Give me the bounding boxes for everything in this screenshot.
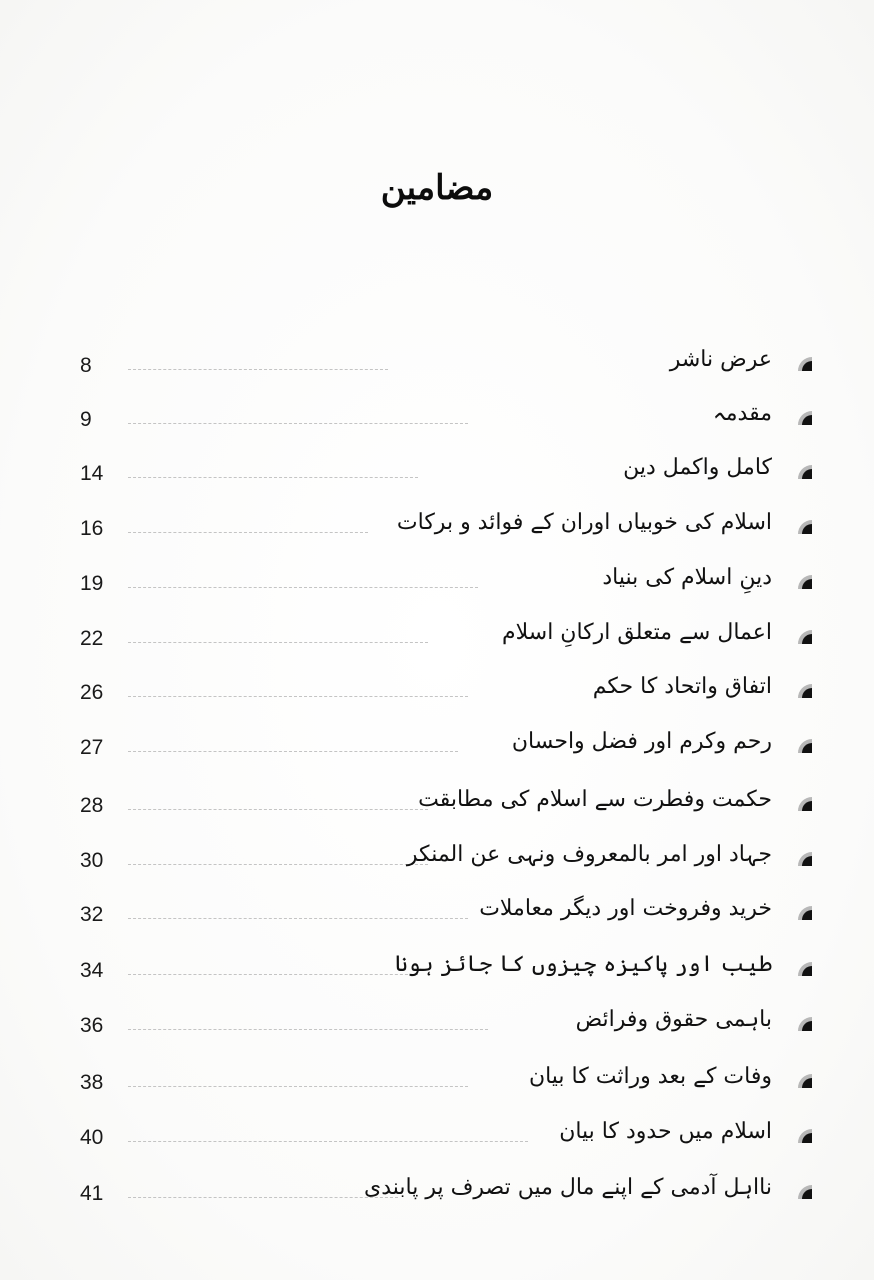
toc-entry bbox=[70, 454, 830, 494]
toc-entry bbox=[70, 841, 830, 881]
page-number: 16 bbox=[80, 517, 104, 540]
toc-entry bbox=[70, 673, 830, 713]
toc-entry bbox=[70, 619, 830, 659]
quarter-circle-bullet-icon bbox=[798, 520, 812, 534]
quarter-circle-bullet-icon bbox=[798, 684, 812, 698]
toc-entry bbox=[70, 564, 830, 604]
quarter-circle-bullet-icon bbox=[798, 797, 812, 811]
entry-title: رحم وکرم اور فضل واحسان bbox=[511, 729, 772, 754]
entry-title: وفات کے بعد وراثت کا بیان bbox=[528, 1064, 772, 1089]
quarter-circle-bullet-icon bbox=[798, 1129, 812, 1143]
dashed-leader bbox=[128, 532, 368, 533]
dashed-leader bbox=[128, 1197, 398, 1198]
dashed-leader bbox=[128, 423, 468, 424]
page-number: 40 bbox=[80, 1126, 104, 1149]
toc-entry bbox=[70, 951, 830, 991]
quarter-circle-bullet-icon bbox=[798, 1185, 812, 1199]
dashed-leader bbox=[128, 1029, 488, 1030]
page-number: 27 bbox=[80, 736, 104, 759]
quarter-circle-bullet-icon bbox=[798, 739, 812, 753]
quarter-circle-bullet-icon bbox=[798, 1017, 812, 1031]
dashed-leader bbox=[128, 809, 428, 810]
entry-title: دینِ اسلام کی بنیاد bbox=[602, 565, 772, 590]
page-number: 36 bbox=[80, 1014, 104, 1037]
dashed-leader bbox=[128, 751, 458, 752]
entry-title: عرض ناشر bbox=[669, 347, 772, 372]
page-title: مضامین bbox=[380, 168, 494, 208]
quarter-circle-bullet-icon bbox=[798, 630, 812, 644]
quarter-circle-bullet-icon bbox=[798, 411, 812, 425]
dashed-leader bbox=[128, 864, 428, 865]
quarter-circle-bullet-icon bbox=[798, 852, 812, 866]
entry-title: خرید وفروخت اور دیگر معاملات bbox=[479, 896, 772, 921]
toc-entry bbox=[70, 1006, 830, 1046]
entry-title: باہمی حقوق وفرائض bbox=[575, 1007, 772, 1032]
page-number: 34 bbox=[80, 959, 104, 982]
entry-title: نااہل آدمی کے اپنے مال میں تصرف پر پابندی bbox=[364, 1175, 772, 1200]
quarter-circle-bullet-icon bbox=[798, 962, 812, 976]
toc-entry bbox=[70, 786, 830, 826]
toc-entry bbox=[70, 509, 830, 549]
quarter-circle-bullet-icon bbox=[798, 575, 812, 589]
toc-entry bbox=[70, 895, 830, 935]
entry-title: اسلام میں حدود کا بیان bbox=[559, 1119, 772, 1144]
page-number: 30 bbox=[80, 849, 104, 872]
entry-title: مقدمہ bbox=[712, 401, 772, 426]
page-number: 26 bbox=[80, 681, 104, 704]
dashed-leader bbox=[128, 1141, 528, 1142]
page-number: 28 bbox=[80, 794, 104, 817]
page-number: 38 bbox=[80, 1071, 104, 1094]
dashed-leader bbox=[128, 1086, 468, 1087]
dashed-leader bbox=[128, 696, 468, 697]
quarter-circle-bullet-icon bbox=[798, 906, 812, 920]
dashed-leader bbox=[128, 918, 468, 919]
dashed-leader bbox=[128, 642, 428, 643]
entry-title: طیب اور پاکیزہ چیزوں کا جائز ہونا bbox=[394, 952, 772, 977]
page-number: 22 bbox=[80, 627, 104, 650]
page-number: 41 bbox=[80, 1182, 104, 1205]
entry-title: اعمال سے متعلق ارکانِ اسلام bbox=[502, 620, 772, 645]
toc-entry bbox=[70, 400, 830, 440]
entry-title: کامل واکمل دین bbox=[623, 455, 772, 480]
page-number: 14 bbox=[80, 462, 104, 485]
quarter-circle-bullet-icon bbox=[798, 1074, 812, 1088]
entry-title: اسلام کی خوبیاں اوران کے فوائد و برکات bbox=[396, 510, 772, 535]
page-number: 9 bbox=[80, 408, 92, 431]
quarter-circle-bullet-icon bbox=[798, 357, 812, 371]
dashed-leader bbox=[128, 369, 388, 370]
dashed-leader bbox=[128, 477, 418, 478]
page-number: 8 bbox=[80, 354, 92, 377]
page-number: 19 bbox=[80, 572, 104, 595]
toc-entry bbox=[70, 728, 830, 768]
page-number: 32 bbox=[80, 903, 104, 926]
quarter-circle-bullet-icon bbox=[798, 465, 812, 479]
dashed-leader bbox=[128, 587, 478, 588]
toc-entry bbox=[70, 1063, 830, 1103]
toc-entry bbox=[70, 346, 830, 386]
toc-entry bbox=[70, 1174, 830, 1214]
dashed-leader bbox=[128, 974, 418, 975]
entry-title: اتفاق واتحاد کا حکم bbox=[592, 674, 772, 699]
toc-entry bbox=[70, 1118, 830, 1158]
entry-title: جہاد اور امر بالمعروف ونہی عن المنکر bbox=[406, 842, 772, 867]
entry-title: حکمت وفطرت سے اسلام کی مطابقت bbox=[418, 787, 772, 812]
